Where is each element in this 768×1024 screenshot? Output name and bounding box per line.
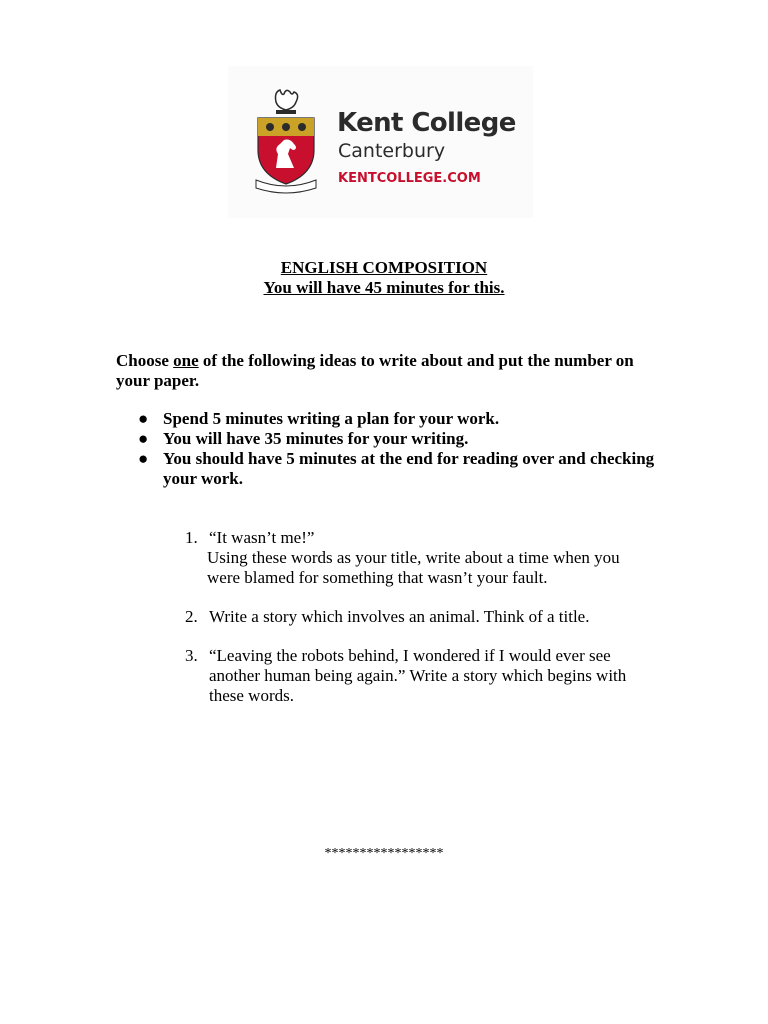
task-number: 3.: [185, 646, 198, 665]
bullet-item: [138, 449, 658, 489]
task-list: [185, 528, 655, 725]
bullet-item: [138, 429, 658, 449]
intro-emphasis: one: [173, 351, 199, 370]
school-logo: [228, 66, 533, 218]
bullet-dot-icon: ●: [138, 429, 149, 448]
task-item: [185, 646, 655, 706]
intro-text-after: of the following ideas to write about and put the number on your paper.: [116, 351, 634, 390]
school-website: KENTCOLLEGE.COM: [338, 171, 481, 186]
school-location: Canterbury: [338, 140, 446, 162]
task-title: “It wasn’t me!”: [209, 528, 315, 547]
instruction-bullet-list: [138, 409, 658, 489]
school-name: Kent College: [337, 108, 516, 138]
page-subtitle: You will have 45 minutes for this.: [263, 278, 505, 297]
task-text: Using these words as your title, write about a time when you were blamed for something that wasn’t your fault.: [207, 548, 620, 587]
bullet-text: You should have 5 minutes at the end for reading over and checking your work.: [163, 449, 655, 488]
task-number: 1.: [185, 528, 198, 547]
page-title: ENGLISH COMPOSITION: [280, 258, 488, 277]
task-text: “Leaving the robots behind, I wondered if I would ever see another human being again.” Write a story which begins with these words.: [209, 646, 627, 705]
instructions-intro: [116, 351, 661, 391]
school-crest-icon: [254, 88, 318, 194]
bullet-text: Spend 5 minutes writing a plan for your work.: [163, 409, 500, 428]
bullet-dot-icon: ●: [138, 449, 149, 468]
end-separator: *****************: [324, 846, 444, 861]
task-item: [185, 528, 655, 588]
intro-text-before: Choose: [116, 351, 174, 370]
bullet-item: [138, 409, 658, 429]
task-number: 2.: [185, 607, 198, 626]
task-item: [185, 607, 655, 627]
task-text: Write a story which involves an animal. Think of a title.: [209, 607, 590, 626]
bullet-text: You will have 35 minutes for your writing.: [163, 429, 469, 448]
bullet-dot-icon: ●: [138, 409, 149, 428]
